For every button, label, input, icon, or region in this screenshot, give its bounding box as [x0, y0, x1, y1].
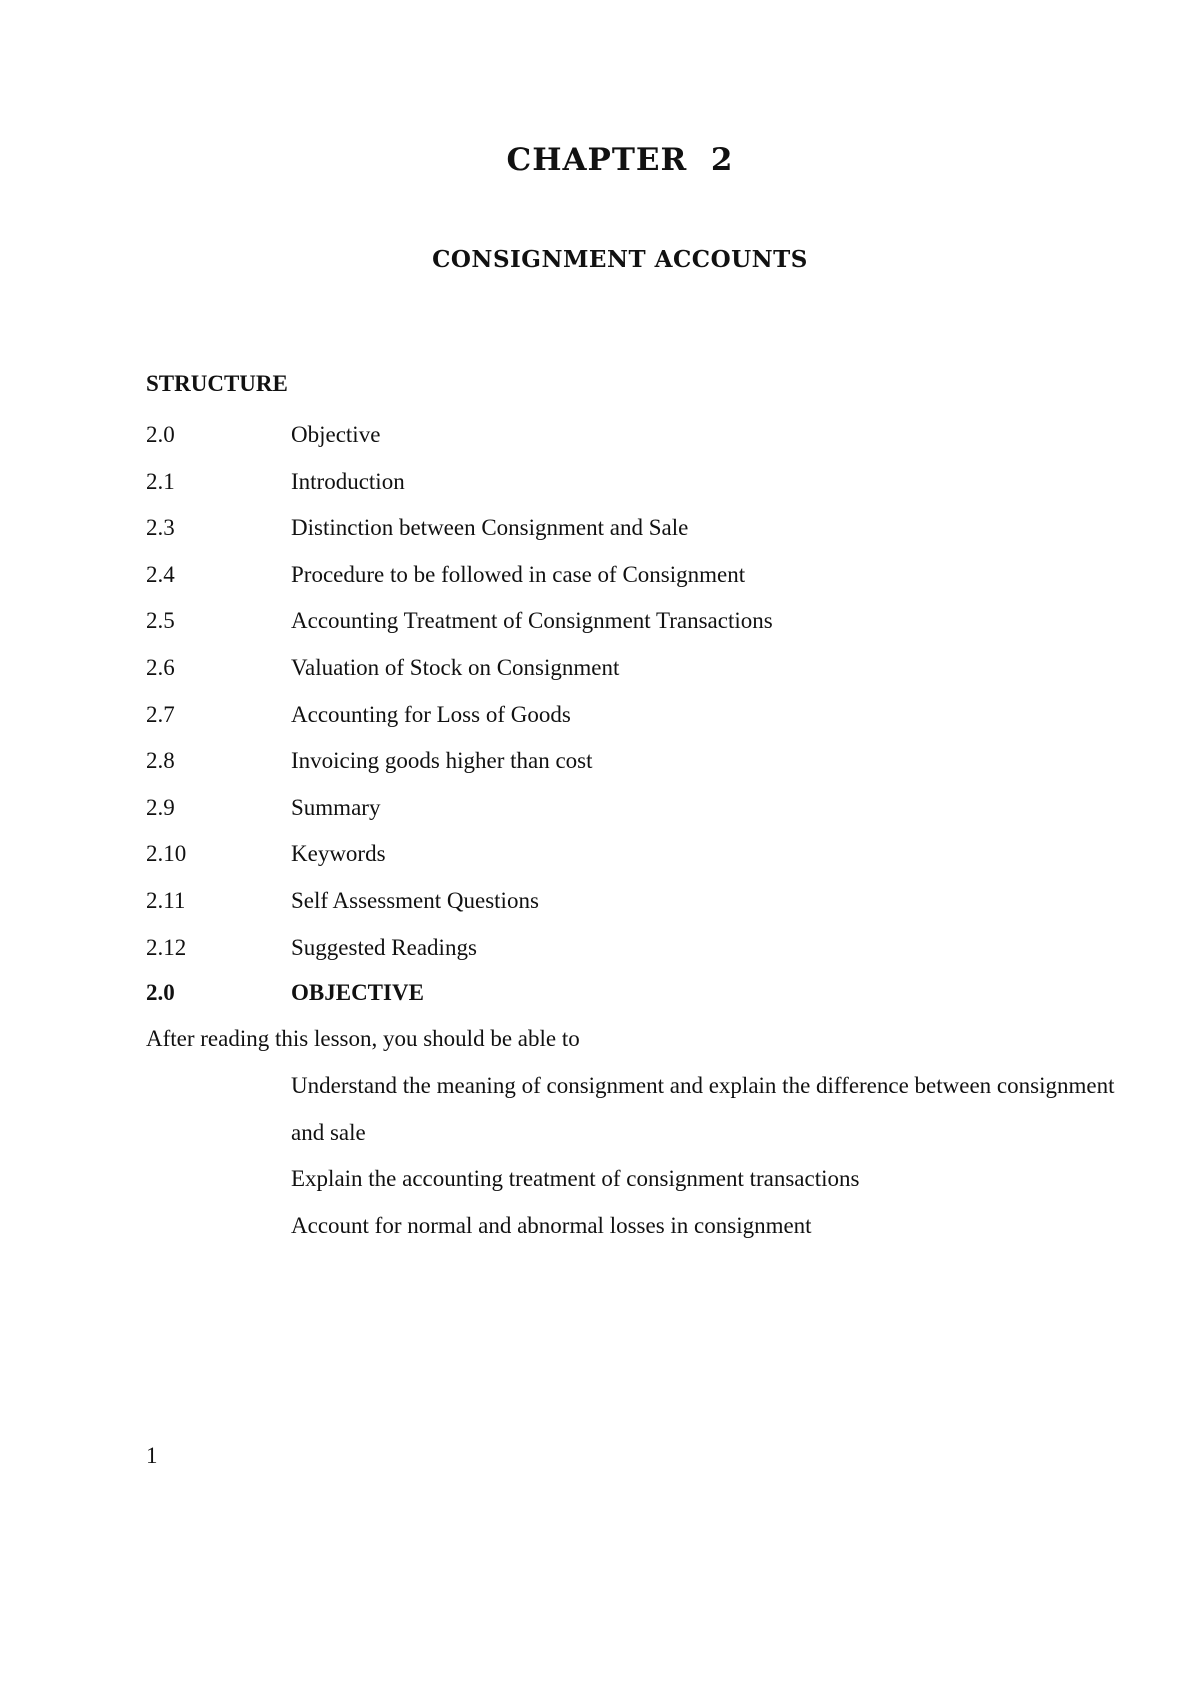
list-item: [146, 925, 773, 972]
item-number: 2.7: [146, 701, 175, 727]
item-label: Invoicing goods higher than cost: [291, 748, 593, 774]
chapter-title: CHAPTER 2: [506, 142, 734, 178]
list-item: [146, 459, 773, 506]
objective-intro: After reading this lesson, you should be able to: [146, 1026, 580, 1051]
item-label: Summary: [291, 794, 381, 820]
section-heading-objective: [146, 970, 424, 1017]
item-number: 2.10: [146, 841, 187, 867]
section-title: OBJECTIVE: [291, 980, 424, 1005]
section-number: 2.0: [146, 980, 175, 1005]
page-number: 1: [146, 1443, 158, 1468]
item-label: Suggested Readings: [291, 934, 477, 960]
objective-point: Understand the meaning of consignment and explain the difference between consignment and sale: [291, 1073, 1115, 1145]
list-item: [146, 878, 773, 925]
list-item: [146, 412, 773, 459]
objectives-list: [291, 1063, 1131, 1249]
item-label: Valuation of Stock on Consignment: [291, 654, 620, 680]
item-number: 2.6: [146, 654, 175, 680]
list-item: [146, 552, 773, 599]
item-number: 2.1: [146, 468, 175, 494]
item-number: 2.8: [146, 748, 175, 774]
item-label: Introduction: [291, 468, 405, 494]
structure-heading: STRUCTURE: [146, 371, 288, 396]
item-number: 2.4: [146, 561, 175, 587]
item-label: Self Assessment Questions: [291, 887, 539, 913]
list-item: [146, 692, 773, 739]
list-item: [146, 785, 773, 832]
item-number: 2.12: [146, 934, 187, 960]
list-item: [146, 598, 773, 645]
list-item: [146, 505, 773, 552]
item-number: 2.11: [146, 887, 186, 913]
item-number: 2.9: [146, 794, 175, 820]
list-item: [146, 645, 773, 692]
item-number: 2.3: [146, 515, 175, 541]
list-item: [146, 831, 773, 878]
item-label: Objective: [291, 422, 381, 447]
item-label: Accounting for Loss of Goods: [291, 701, 571, 727]
item-label: Keywords: [291, 841, 386, 867]
list-item: [146, 738, 773, 785]
item-label: Distinction between Consignment and Sale: [291, 515, 689, 541]
objective-point: Explain the accounting treatment of consignment transactions: [291, 1166, 860, 1192]
item-number: 2.0: [146, 422, 175, 447]
item-label: Accounting Treatment of Consignment Transactions: [291, 608, 773, 634]
chapter-subtitle: CONSIGNMENT ACCOUNTS: [432, 246, 808, 273]
structure-list: [146, 412, 773, 971]
objective-point: Account for normal and abnormal losses in consignment: [291, 1212, 812, 1238]
item-number: 2.5: [146, 608, 175, 634]
item-label: Procedure to be followed in case of Consignment: [291, 561, 746, 587]
